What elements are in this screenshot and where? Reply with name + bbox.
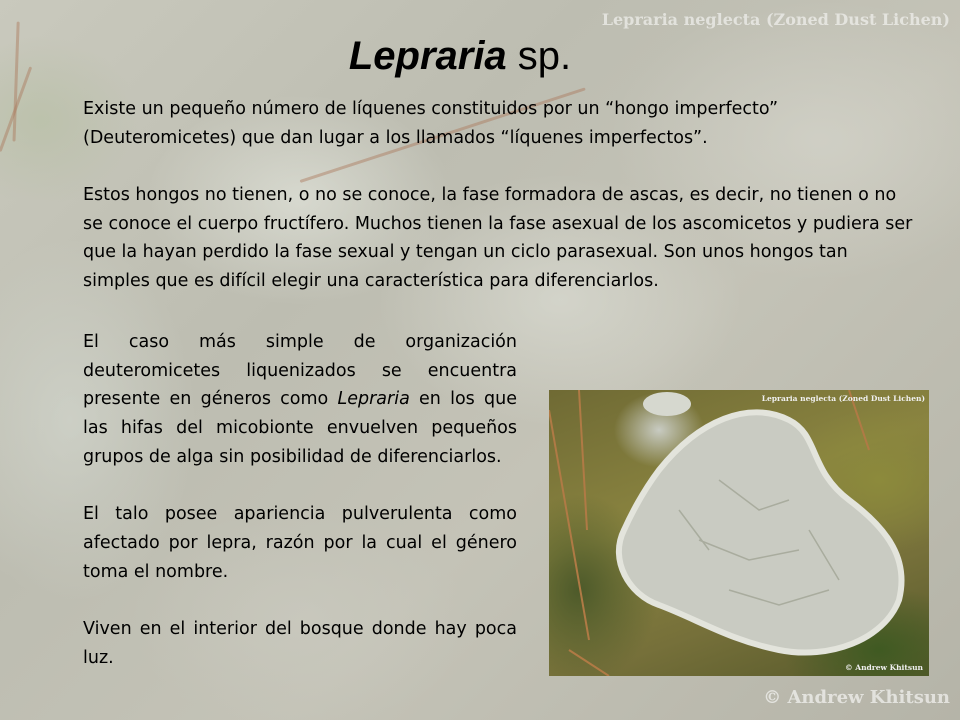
title-suffix: sp. xyxy=(506,34,572,78)
photo-caption: Lepraria neglecta (Zoned Dust Lichen) xyxy=(761,394,925,403)
paragraph-intro: Existe un pequeño número de líquenes constituidos por un “hongo imperfecto” (Deuteromicetes) que dan lugar a los llamados “líquenes imperfectos”. xyxy=(83,99,779,148)
background-watermark-credit: © Andrew Khitsun xyxy=(763,687,950,708)
title-genus: Lepraria xyxy=(348,34,507,78)
paragraph-thallus: El talo posee apariencia pulverulenta como afectado por lepra, razón por la cual el género toma el nombre. xyxy=(83,504,517,582)
slide-title xyxy=(0,34,920,78)
paragraph-organization-end: en los que las hifas del micobionte envuelven pequeños grupos de alga sin posibilidad de diferenciarlos. xyxy=(83,389,517,467)
paragraph-genus-italic: Lepraria xyxy=(337,389,410,410)
background-watermark-title: Lepraria neglecta (Zoned Dust Lichen) xyxy=(601,10,950,29)
paragraph-fungi: Estos hongos no tienen, o no se conoce, la fase formadora de ascas, es decir, no tienen o no se conoce el cuerpo fructífero. Muchos tienen la fase asexual de los ascomicetos y pudiera ser que la hayan perdido la fase sexual y tengan un ciclo parasexual. Son unos hongos tan simples que es difícil elegir una característica para diferenciarlos. xyxy=(83,185,913,292)
photo-credit: © Andrew Khitsun xyxy=(845,663,923,672)
paragraph-organization-start: El caso más simple de organización deuteromicetes liquenizados se encuentra presente en géneros como xyxy=(83,332,517,410)
lichen-photo-drawing xyxy=(549,390,929,676)
paragraph-habitat: Viven en el interior del bosque donde hay poca luz. xyxy=(83,619,517,668)
text-column xyxy=(83,328,517,672)
lichen-photo xyxy=(549,390,929,676)
paragraph-organization xyxy=(83,328,517,472)
